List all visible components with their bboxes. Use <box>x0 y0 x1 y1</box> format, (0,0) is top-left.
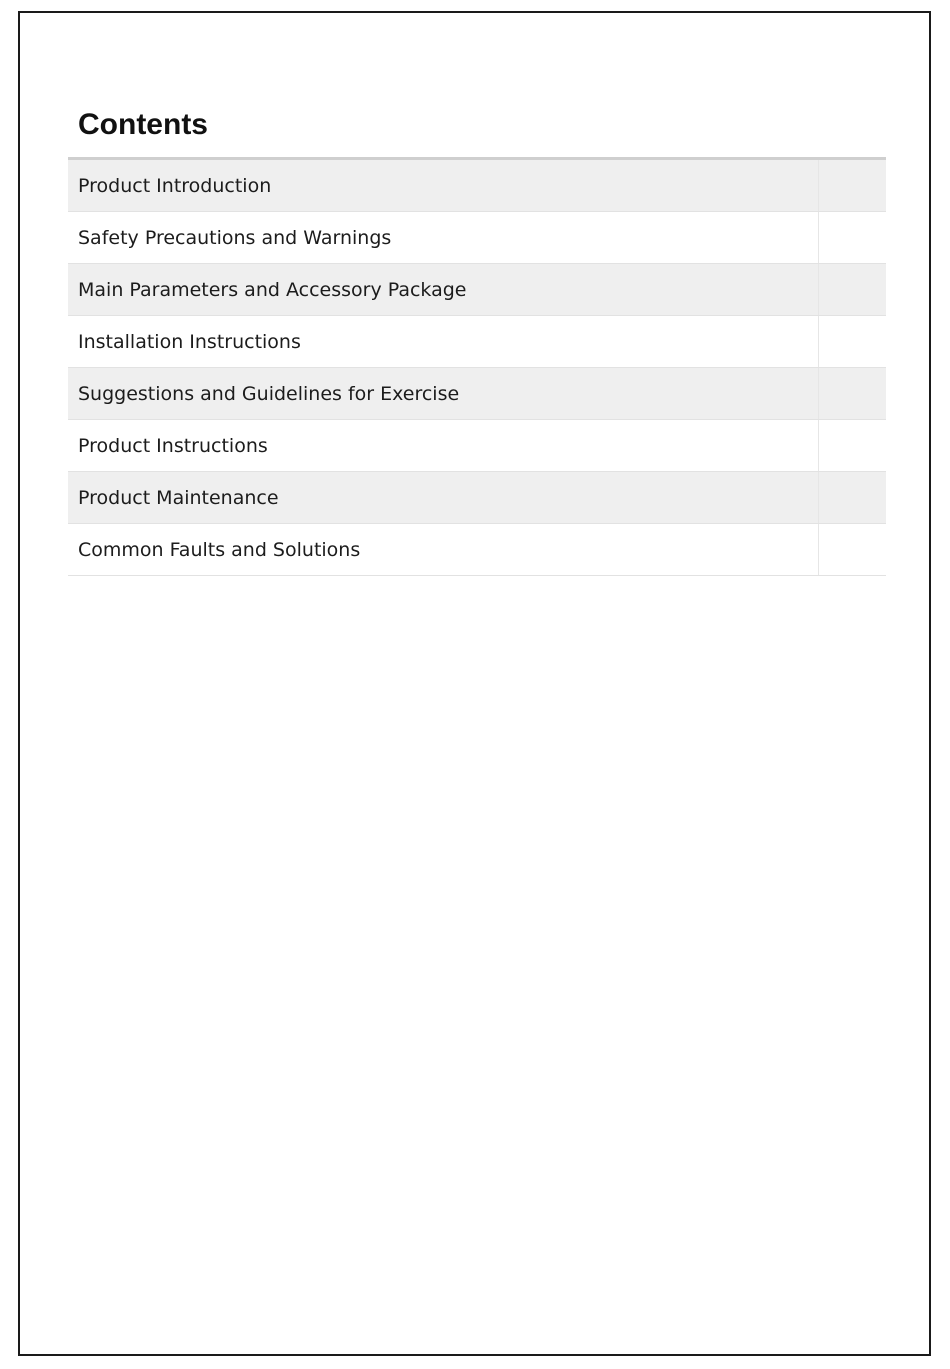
toc-row-product-introduction <box>68 160 886 212</box>
toc-entry-label: Product Introduction <box>68 160 819 211</box>
toc-entry-label: Common Faults and Solutions <box>68 524 819 575</box>
table-of-contents <box>68 157 886 576</box>
toc-entry-page <box>819 316 886 367</box>
toc-entry-label: Product Maintenance <box>68 472 819 523</box>
toc-entry-page <box>819 524 886 575</box>
page-title: Contents <box>78 108 208 141</box>
toc-entry-label: Safety Precautions and Warnings <box>68 212 819 263</box>
toc-row-main-parameters <box>68 264 886 316</box>
toc-row-safety-precautions <box>68 212 886 264</box>
toc-entry-label: Main Parameters and Accessory Package <box>68 264 819 315</box>
toc-entry-label: Suggestions and Guidelines for Exercise <box>68 368 819 419</box>
toc-row-product-instructions <box>68 420 886 472</box>
toc-entry-page <box>819 368 886 419</box>
toc-row-installation-instructions <box>68 316 886 368</box>
toc-row-exercise-guidelines <box>68 368 886 420</box>
toc-entry-page <box>819 420 886 471</box>
toc-entry-page <box>819 264 886 315</box>
toc-row-common-faults <box>68 524 886 576</box>
toc-entry-page <box>819 472 886 523</box>
toc-entry-page <box>819 212 886 263</box>
toc-row-product-maintenance <box>68 472 886 524</box>
toc-entry-page <box>819 160 886 211</box>
document-page <box>18 11 931 1356</box>
toc-entry-label: Installation Instructions <box>68 316 819 367</box>
toc-entry-label: Product Instructions <box>68 420 819 471</box>
